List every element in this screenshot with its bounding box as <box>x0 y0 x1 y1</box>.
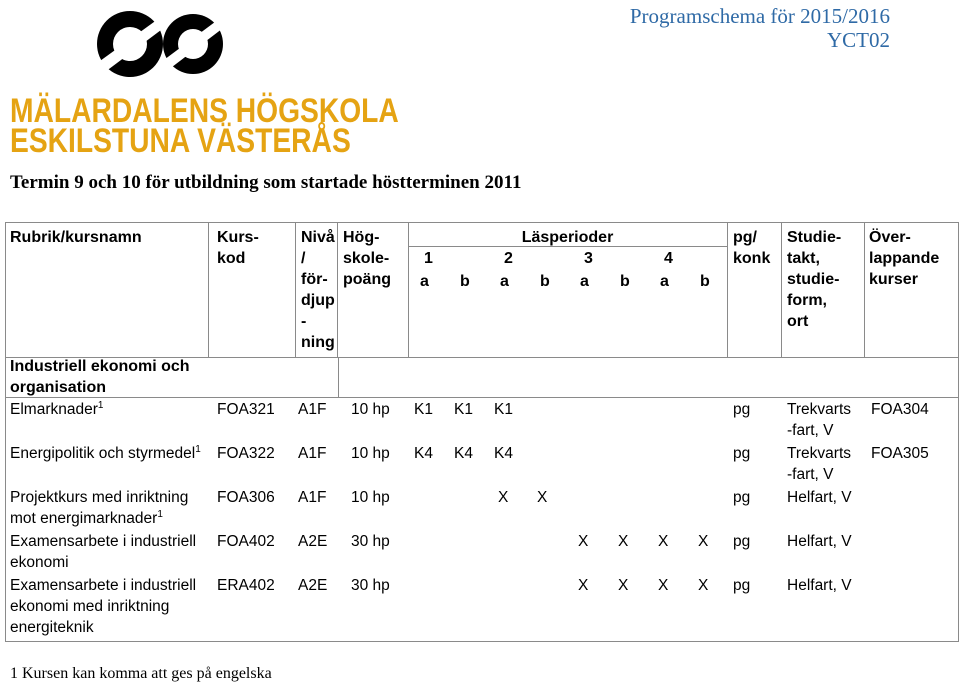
course-study-form: Trekvarts <box>787 401 852 418</box>
course-code: FOA322 <box>217 445 275 462</box>
header-periods: Läsperioder <box>521 229 614 246</box>
course-credits: 10 hp <box>351 401 390 418</box>
page-title: Termin 9 och 10 för utbildning som startade höstterminen 2011 <box>10 172 522 193</box>
header-course-code: Kurs- kod <box>217 229 259 267</box>
course-name: Examensarbete i industriell <box>10 577 197 594</box>
period-mark: X <box>578 533 589 550</box>
course-study-form-cont: -fart, V <box>787 422 834 439</box>
course-credits: 10 hp <box>351 445 390 462</box>
period-half: b <box>460 273 470 290</box>
period-mark: K1 <box>414 401 433 418</box>
course-name: Examensarbete i industriell <box>10 533 197 550</box>
program-code: YCT02 <box>827 28 890 52</box>
column-divider <box>208 222 209 357</box>
course-name: Energipolitik och styrmedel$^1$ <box>10 443 201 462</box>
course-name-cont: ekonomi <box>10 554 69 571</box>
period-half: a <box>580 273 589 290</box>
period-number: 2 <box>504 250 513 267</box>
period-mark: K4 <box>494 445 513 462</box>
period-number: 1 <box>424 250 433 267</box>
period-mark: X <box>537 489 548 506</box>
column-divider <box>864 222 865 357</box>
course-pg: pg <box>733 489 751 506</box>
course-level: A1F <box>298 401 327 418</box>
period-mark: X <box>578 577 589 594</box>
column-divider <box>338 357 339 397</box>
course-level: A2E <box>298 577 328 594</box>
column-divider <box>727 222 728 357</box>
course-name: Projektkurs med inriktning <box>10 489 189 506</box>
course-name: Elmarknader$^1$ <box>10 399 104 418</box>
column-divider <box>337 222 338 357</box>
period-mark: X <box>658 577 669 594</box>
course-study-form: Trekvarts <box>787 445 852 462</box>
course-pg: pg <box>733 533 751 550</box>
header-overlapping: Över- lappande kurser <box>869 229 940 288</box>
period-mark: X <box>698 533 709 550</box>
logo-text-line1: MÄLARDALENS HÖGSKOLA <box>10 92 399 130</box>
course-name-cont: energiteknik <box>10 619 94 636</box>
course-level: A2E <box>298 533 328 550</box>
period-half: a <box>500 273 509 290</box>
course-code: FOA321 <box>217 401 275 418</box>
university-logo <box>10 6 399 160</box>
program-title: Programschema för 2015/2016 <box>629 4 890 28</box>
course-code: FOA306 <box>217 489 275 506</box>
course-name-cont: ekonomi med inriktning <box>10 598 170 615</box>
period-mark: X <box>618 577 629 594</box>
course-credits: 10 hp <box>351 489 390 506</box>
course-overlap: FOA304 <box>871 401 929 418</box>
period-mark: X <box>658 533 669 550</box>
period-half: b <box>620 273 630 290</box>
period-mark: K1 <box>454 401 473 418</box>
course-overlap: FOA305 <box>871 445 929 462</box>
period-mark: K1 <box>494 401 513 418</box>
course-credits: 30 hp <box>351 533 390 550</box>
course-study-form: Helfart, V <box>787 533 852 550</box>
period-half: a <box>420 273 429 290</box>
document-header <box>630 4 890 52</box>
course-level: A1F <box>298 445 327 462</box>
logo-emblem-icon <box>85 6 235 86</box>
period-half: b <box>540 273 550 290</box>
course-code: FOA402 <box>217 533 275 550</box>
period-mark: X <box>618 533 629 550</box>
course-study-form: Helfart, V <box>787 577 852 594</box>
section-title: Industriell ekonomi och organisation <box>10 358 190 396</box>
period-half: a <box>660 273 669 290</box>
header-study-form: Studie- takt, studie- form, ort <box>787 229 842 330</box>
course-pg: pg <box>733 445 751 462</box>
header-course-name: Rubrik/kursnamn <box>10 229 142 246</box>
period-half: b <box>700 273 710 290</box>
course-pg: pg <box>733 401 751 418</box>
course-code: ERA402 <box>217 577 275 594</box>
course-study-form-cont: -fart, V <box>787 466 834 483</box>
period-mark: X <box>698 577 709 594</box>
footnote <box>10 665 272 683</box>
period-mark: K4 <box>454 445 473 462</box>
course-name-cont: mot energimarknader$^1$ <box>10 508 163 527</box>
header-level: Nivå / för- djup - ning <box>301 229 335 351</box>
period-number: 4 <box>664 250 673 267</box>
column-divider <box>781 222 782 357</box>
footnote-text: Kursen kan komma att ges på engelska <box>22 665 272 682</box>
period-number: 3 <box>584 250 593 267</box>
course-study-form: Helfart, V <box>787 489 852 506</box>
logo-text-line2: ESKILSTUNA VÄSTERÅS <box>10 122 351 160</box>
course-credits: 30 hp <box>351 577 390 594</box>
period-mark: K4 <box>414 445 433 462</box>
header-pg-konk: pg/ konk <box>733 229 771 267</box>
period-mark: X <box>498 489 509 506</box>
header-credits: Hög- skole- poäng <box>343 229 391 288</box>
course-level: A1F <box>298 489 327 506</box>
footnote-mark: 1 <box>10 665 18 682</box>
course-pg: pg <box>733 577 751 594</box>
column-divider <box>295 222 296 357</box>
